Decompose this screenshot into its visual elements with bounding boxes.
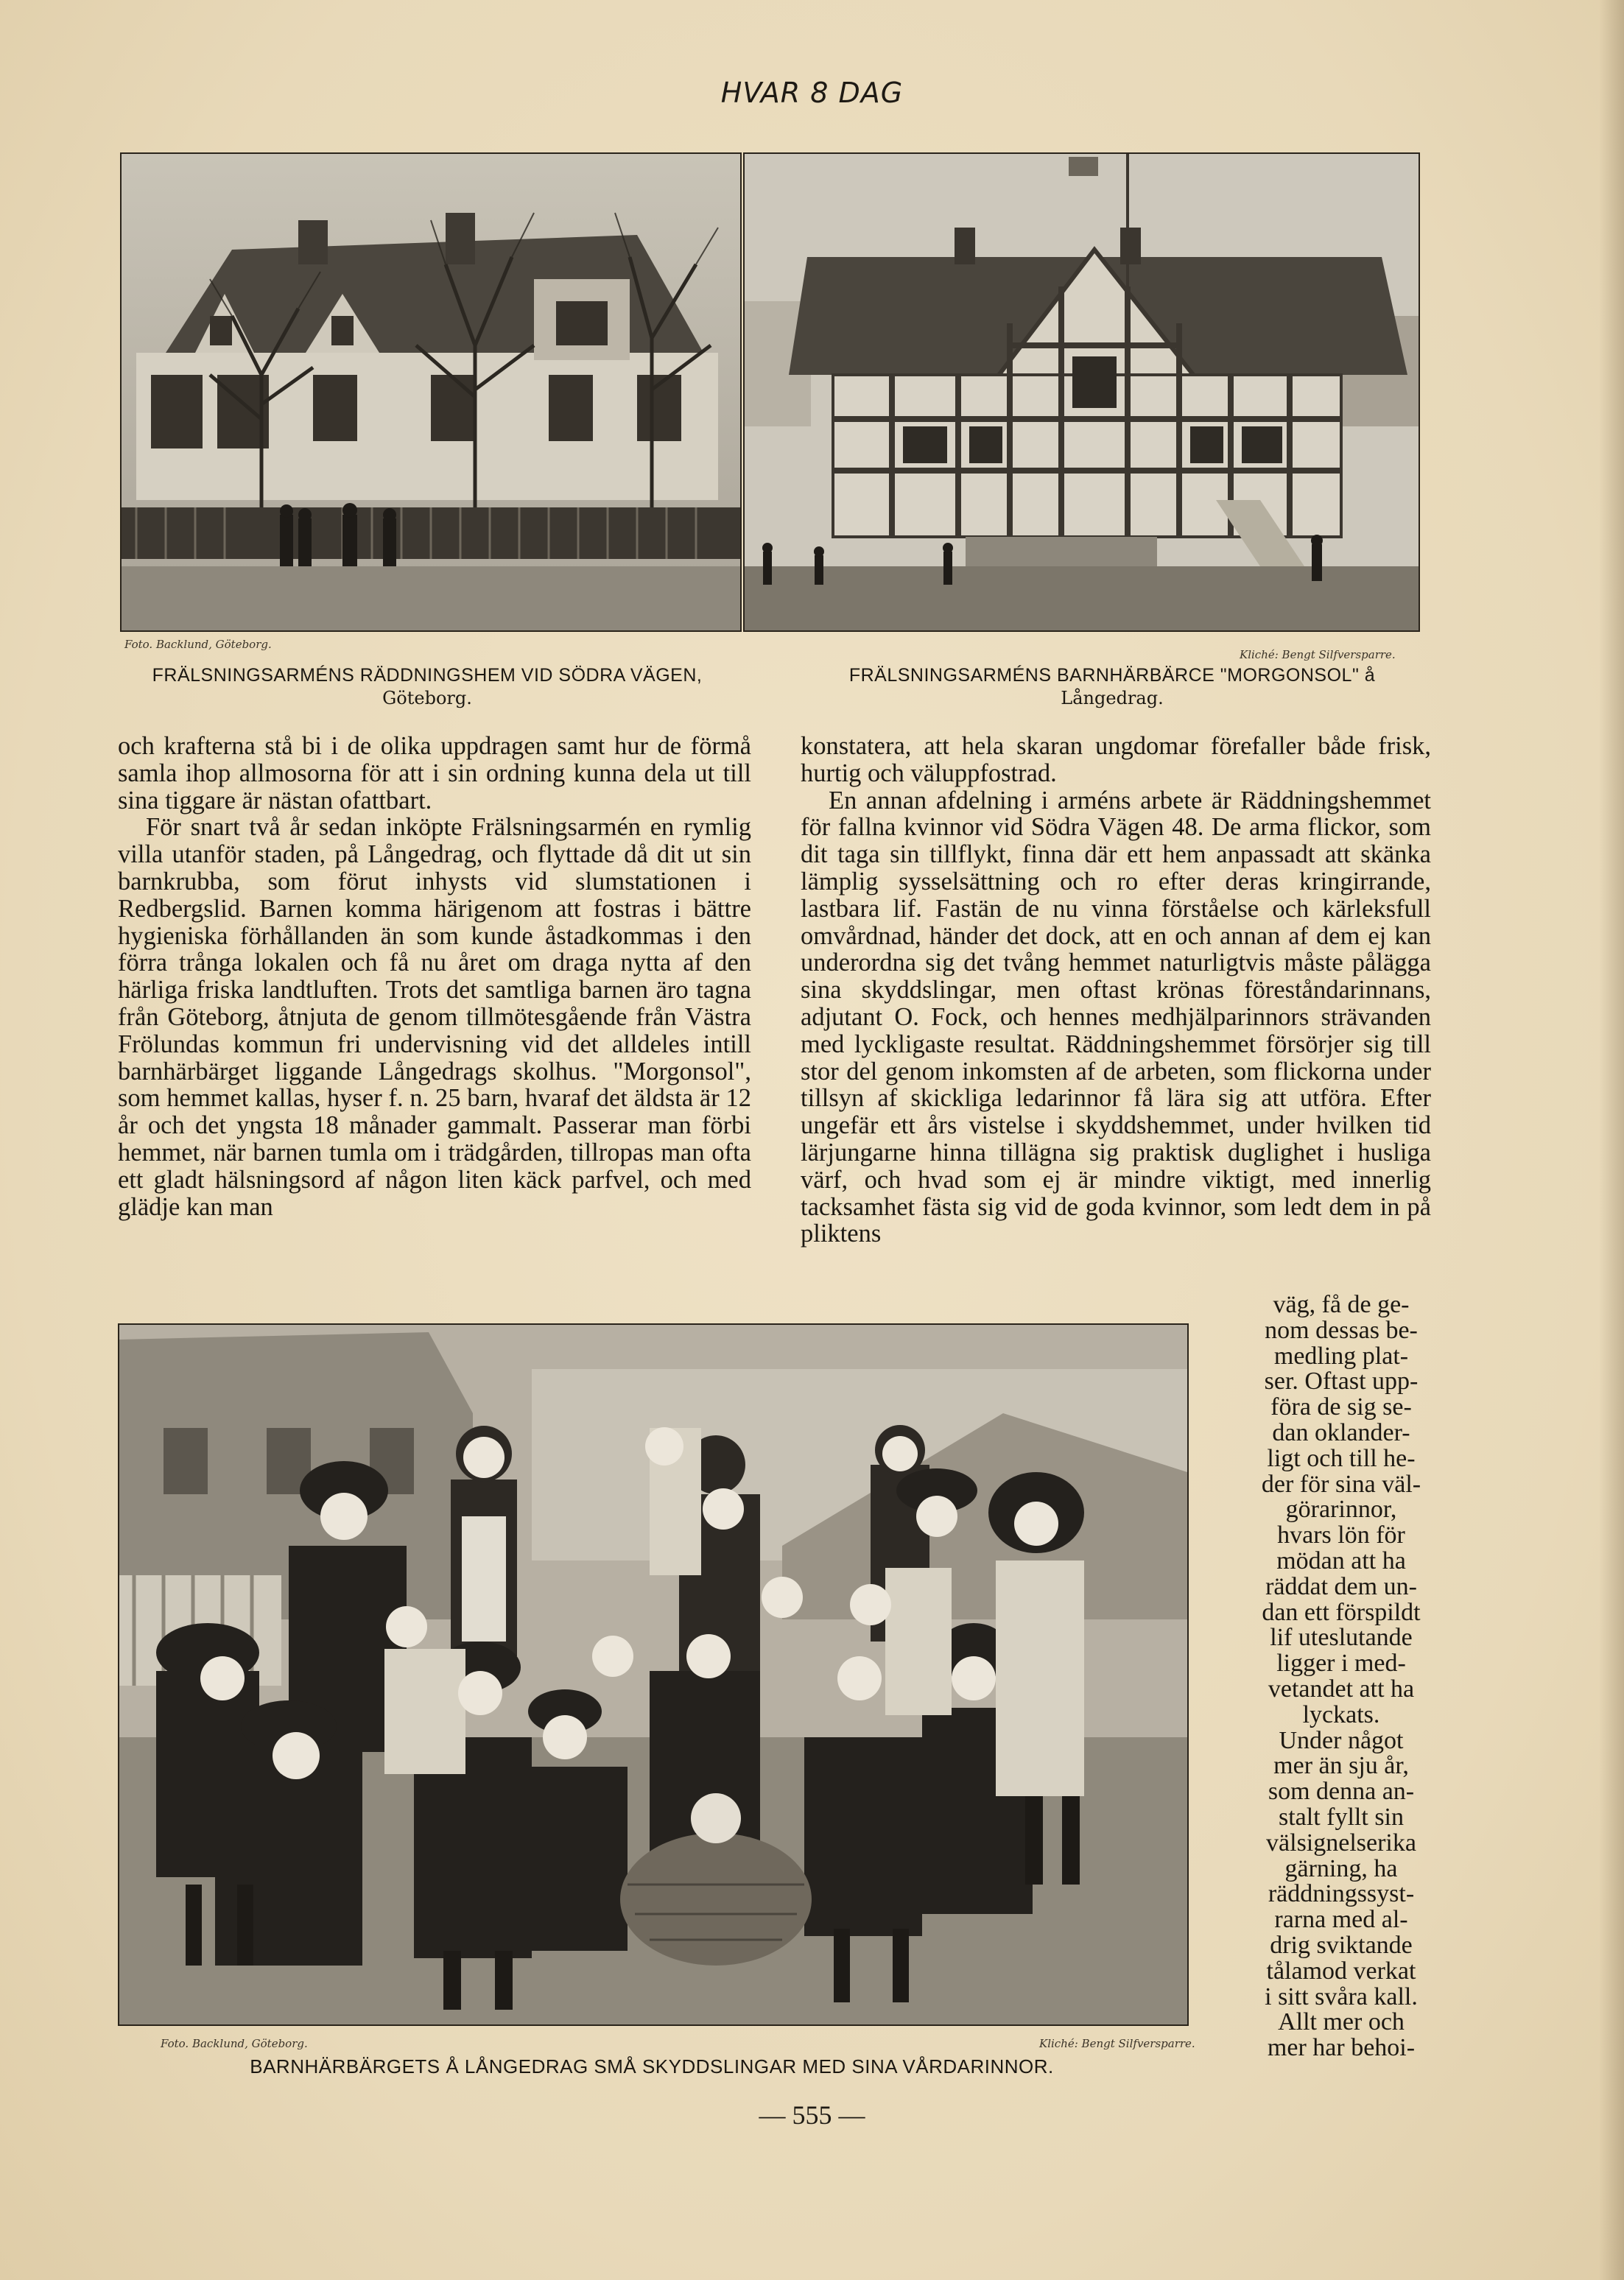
narrow-line: mödan att ha [1276, 1547, 1406, 1574]
group-photo-credit-left: Foto. Backlund, Göteborg. [161, 2037, 308, 2050]
narrow-line: mer har behoi- [1267, 2034, 1416, 2062]
narrow-line: dan oklander- [1272, 1418, 1410, 1446]
narrow-line: medling plat- [1273, 1342, 1409, 1370]
paragraph: En annan afdelning i arméns arbete är Räddningshemmet för fallna kvinnor vid Södra Vägen 48. De arma flickor, som dit taga sin tillflykt, finna där ett hem anpassadt att skänka lämplig sysselsättning och ro efter deras kringirrande, lastbara lif. Fastän de nu vinna förståelse och kärleksfull omvårdnad, händer det dock, att en och annan af dem ej kan underordna sig det tvång hemmet naturligtvis måste pålägga sina skyddslingar, men oftast krönas föreståndarinnans, adjutant O. Fock, och hennes medhjälparinnors strävanden med lyckligaste resultat. Räddningshemmet försörjer sig till stor del genom inkomsten af de arbeten, som flickorna under tillsyn af skickliga ledarinnor få lära sig att utföra. Efter ungefär ett års vistelse i skyddshemmet, under hvilken tid lärjungarne hinna tillägna sig praktisk duglighet i husliga värf, och hvad som ej är mindre viktigt, med innerlig tacksamhet fästa sig vid de goda kvinnor, som ledt dem in på pliktens [801, 786, 1431, 1248]
page-edge-shadow [1599, 0, 1624, 2280]
narrow-line: hvars lön för [1277, 1521, 1405, 1549]
narrow-line: dan ett förspildt [1262, 1598, 1421, 1626]
caption-line1: FRÄLSNINGSARMÉNS BARNHÄRBÄRCE "MORGONSOL" å [848, 665, 1376, 686]
narrow-column [1245, 1292, 1438, 2061]
paragraph: och krafterna stå bi i de olika uppdragen samt hur de förmå samla ihop allmosorna för att i sin ordning kunna dela ut till sina tiggare är nästan ofattbart. [118, 732, 751, 814]
narrow-line: mer än sju år, [1273, 1752, 1409, 1780]
caption-line2: Långedrag. [1061, 688, 1164, 709]
narrow-line: gärning, ha [1284, 1854, 1398, 1882]
narrow-line: der för sina väl- [1261, 1470, 1421, 1498]
photo-morgonsol [743, 152, 1420, 632]
group-photo-credit-right: Kliché: Bengt Silfversparre. [1039, 2037, 1195, 2050]
narrow-line: räddningssyst- [1268, 1880, 1415, 1908]
caption-line2: Göteborg. [382, 688, 472, 709]
photo-group-children [118, 1323, 1189, 2026]
caption-raddningshem [96, 664, 759, 709]
narrow-line: drig sviktande [1270, 1931, 1413, 1959]
right-column [801, 733, 1431, 1248]
narrow-line: i sitt svåra kall. [1265, 1982, 1418, 2010]
narrow-line: tålamod verkat [1266, 1957, 1416, 1985]
narrow-line: som denna an- [1268, 1778, 1415, 1806]
caption-morgonsol [781, 664, 1444, 709]
paragraph: För snart två år sedan inköpte Frälsningsarmén en rymlig villa utanför staden, på Långedrag, och flyttade då dit ut sin barnkrubba, som förut inhysts vid slumstationen i Redbergslid. Barnen komma härigenom att fostras i bättre hygieniska förhållanden än som kunde åstadkommas i den förra trånga lokalen och få nu året om draga nytta af den härliga friska landtluften. Trots det samtliga barnen äro tagna från Göteborg, åtnjuta de genom tillmötesgående från Västra Frölundas kommun fri undervisning vid det alldeles intill barnhärbärget liggande Långedrags skolhus. "Morgonsol", som hemmet kallas, hyser f. n. 25 barn, hvaraf det äldsta är 12 år och det yngsta 18 månader gammalt. Passerar man förbi hemmet, när barnen tumla om i trädgården, tillropas man ofta ett gladt hälsningsord af någon liten käck parfvel, och med glädje kan man [118, 813, 751, 1221]
narrow-line: räddat dem un- [1265, 1572, 1417, 1600]
narrow-line: ligt och till he- [1267, 1444, 1416, 1472]
barnharbarge-photo-illustration [745, 154, 1419, 630]
photo-raddningshem [120, 152, 742, 632]
running-head: HVAR 8 DAG [720, 77, 904, 109]
narrow-line: vetandet att ha [1268, 1675, 1415, 1703]
photo-credit-left: Foto. Backlund, Göteborg. [124, 638, 272, 651]
narrow-line: rarna med al- [1274, 1906, 1408, 1934]
narrow-line: ser. Oftast upp- [1264, 1368, 1419, 1396]
group-photo-illustration [119, 1325, 1187, 2024]
narrow-line: lif uteslutande [1270, 1624, 1413, 1652]
photo-credit-right: Kliché: Bengt Silfversparre. [1240, 648, 1396, 661]
villa-photo-illustration [122, 154, 740, 630]
narrow-line: Allt mer och [1278, 2008, 1405, 2036]
narrow-line: görarinnor, [1285, 1496, 1397, 1524]
narrow-line: stalt fyllt sin [1279, 1803, 1404, 1831]
narrow-line: välsignelserika [1266, 1829, 1416, 1857]
narrow-line: föra de sig se- [1270, 1393, 1412, 1421]
narrow-line: lyckats. [1302, 1700, 1380, 1728]
paragraph: konstatera, att hela skaran ungdomar förefaller både frisk, hurtig och väluppfostrad. [801, 732, 1431, 787]
caption-line1: FRÄLSNINGSARMÉNS RÄDDNINGSHEM VID SÖDRA VÄGEN, [152, 665, 703, 686]
narrow-line: väg, få de ge- [1273, 1291, 1410, 1318]
narrow-line: Under något [1279, 1726, 1404, 1754]
narrow-line: ligger i med- [1276, 1650, 1406, 1678]
left-column [118, 733, 751, 1220]
caption-group: BARNHÄRBÄRGETS Å LÅNGEDRAG SMÅ SKYDDSLINGAR MED SINA VÅRDARINNOR. [250, 2055, 1054, 2077]
narrow-line: nom dessas be- [1265, 1316, 1418, 1344]
page-number: — 555 — [759, 2100, 865, 2130]
